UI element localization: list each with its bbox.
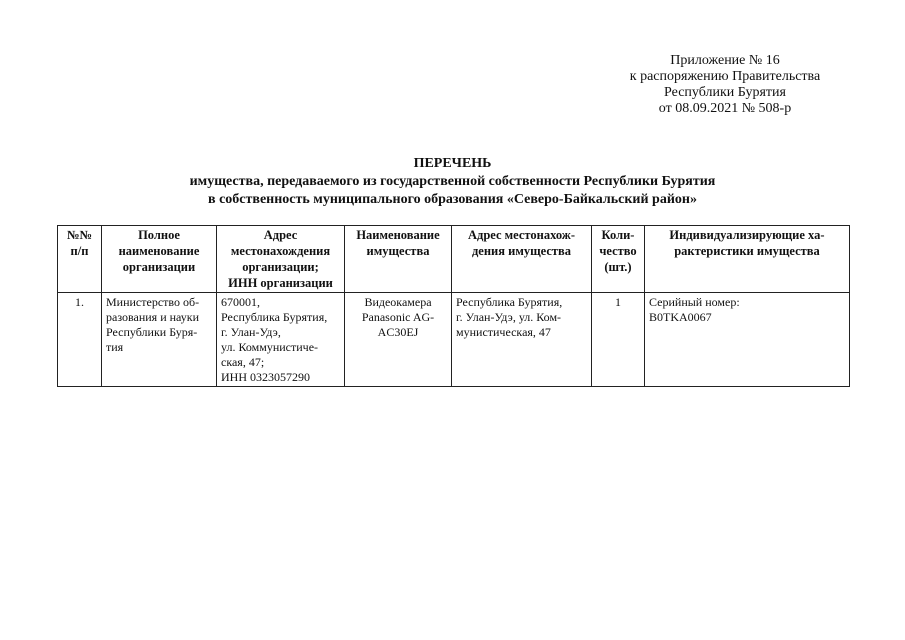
cell-qty: 1: [592, 293, 645, 387]
table-header-row: [58, 226, 850, 293]
cell-property-address: Республика Бурятия, г. Улан-Удэ, ул. Ком- мунистическая, 47: [452, 293, 592, 387]
header-characteristics: Индивидуализирующие ха- рактеристики имущества: [645, 226, 850, 293]
title-heading: ПЕРЕЧЕНЬ: [413, 156, 492, 171]
appendix-region: Республики Бурятия: [664, 85, 786, 100]
header-org-address: Адрес местонахождения организации; ИНН организации: [217, 226, 345, 293]
cell-property-name: Видеокамера Panasonic AG- AC30EJ: [345, 293, 452, 387]
appendix-date: от 08.09.2021 № 508-р: [658, 101, 792, 116]
cell-org: Министерство об- разования и науки Республики Буря- тия: [102, 293, 217, 387]
appendix-header: [600, 53, 850, 117]
header-property-address: Адрес местонахож- дения имущества: [452, 226, 592, 293]
title-recipient: в собственность муниципального образования «Северо-Байкальский район»: [208, 192, 697, 207]
title-subject: имущества, передаваемого из государственной собственности Республики Бурятия: [189, 174, 716, 189]
cell-num: 1.: [58, 293, 102, 387]
table-row: [58, 293, 850, 387]
property-table: [57, 225, 850, 387]
document-title: [60, 155, 845, 209]
appendix-order-ref: к распоряжению Правительства: [629, 69, 821, 84]
header-qty: Коли- чество (шт.): [592, 226, 645, 293]
cell-characteristics: Серийный номер: B0TKA0067: [645, 293, 850, 387]
appendix-number: Приложение № 16: [670, 53, 780, 68]
header-property-name: Наименование имущества: [345, 226, 452, 293]
header-num: №№ п/п: [58, 226, 102, 293]
cell-org-address: 670001, Республика Бурятия, г. Улан-Удэ, ул. Коммунистиче- ская, 47; ИНН 0323057290: [217, 293, 345, 387]
header-org: Полное наименование организации: [102, 226, 217, 293]
